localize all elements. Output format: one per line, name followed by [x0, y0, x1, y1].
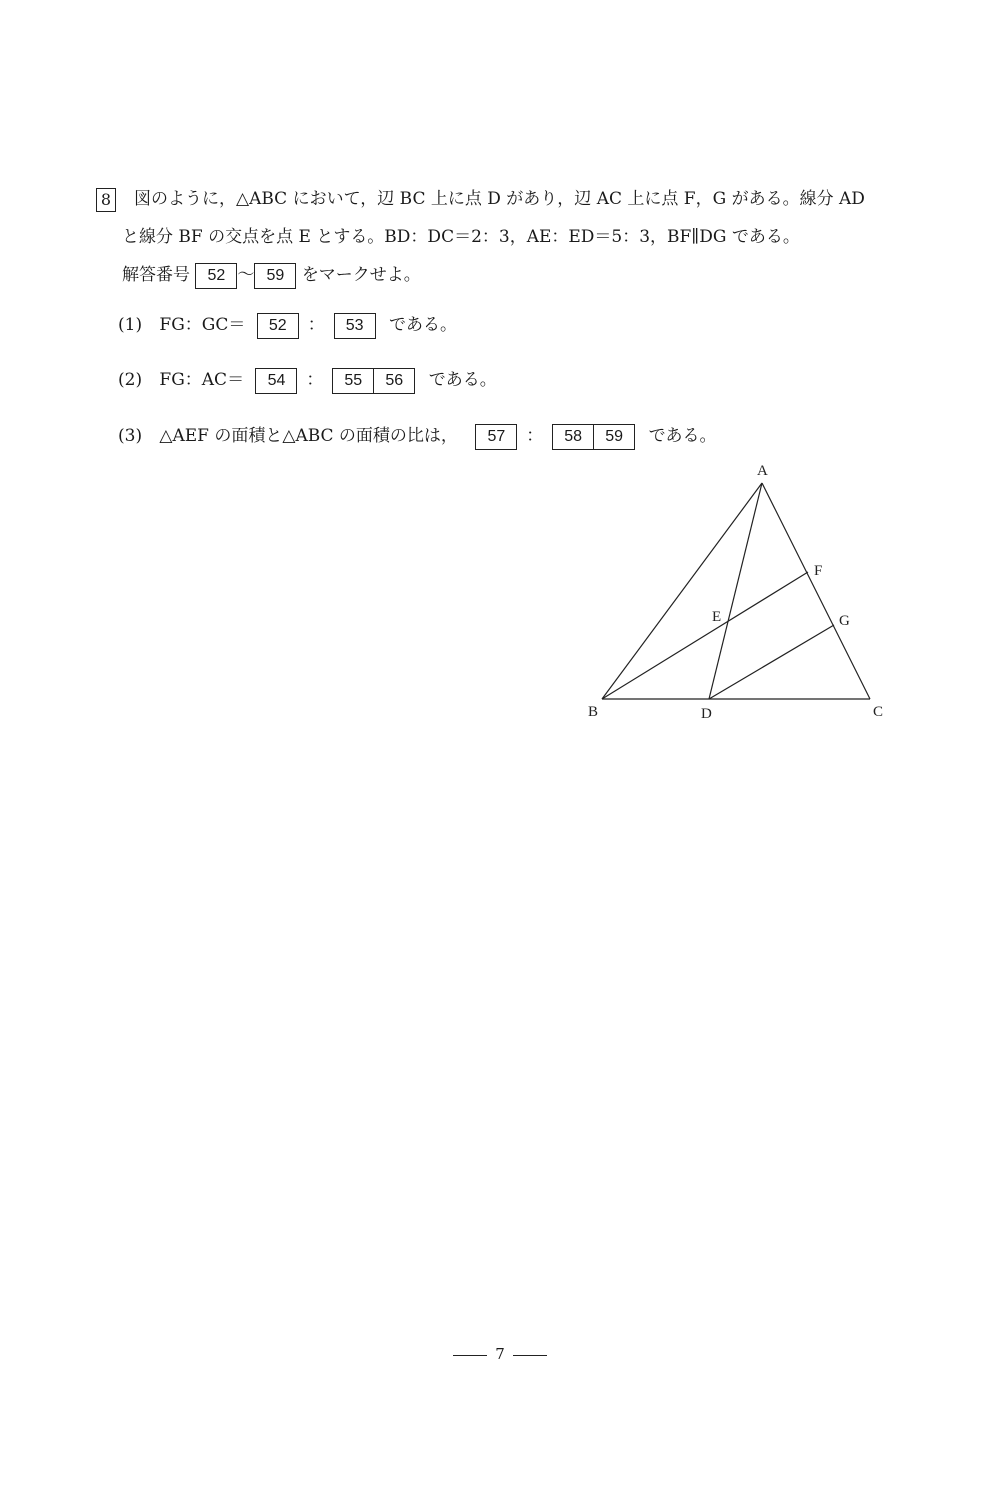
label-c: C	[873, 704, 884, 720]
page-number: 7	[495, 1345, 505, 1363]
instruction-tilde: ～	[237, 265, 255, 285]
question-suffix: である。	[389, 315, 457, 335]
answer-box-54: 54	[255, 368, 297, 394]
answer-box-56: 56	[373, 369, 414, 393]
problem-line-2	[96, 218, 911, 256]
ratio-colon: ：	[526, 426, 544, 446]
instruction-suffix: をマークせよ。	[301, 265, 421, 285]
triangle-figure	[580, 455, 900, 730]
label-g: G	[839, 613, 850, 629]
segment-bf	[602, 572, 808, 699]
answer-box-from: 52	[195, 263, 237, 289]
problem-text-line-1: 図のように，△ABC において，辺 BC 上に点 D があり，辺 AC 上に点 F，G がある。線分 AD	[134, 189, 865, 209]
footer-dash-left	[453, 1355, 487, 1356]
segment-ad	[709, 483, 762, 699]
answer-box-55: 55	[344, 371, 363, 389]
label-d: D	[701, 706, 712, 722]
question-text: FG：AC＝	[159, 370, 245, 390]
answer-box-52: 52	[257, 313, 299, 339]
question-number: (2)	[118, 370, 143, 390]
answer-box-57: 57	[475, 424, 517, 450]
answer-box-pair-55-56	[332, 368, 415, 394]
label-e: E	[712, 609, 722, 625]
question-2	[118, 365, 497, 394]
problem-text-line-2: と線分 BF の交点を点 E とする。BD：DC＝2：3，AE：ED＝5：3，BF∥DG である。	[122, 227, 800, 247]
problem-number: 8	[96, 188, 116, 212]
question-1	[118, 310, 457, 339]
question-text: △AEF の面積と△ABC の面積の比は，	[159, 426, 458, 446]
question-text: FG：GC＝	[159, 315, 246, 335]
answer-box-53: 53	[334, 313, 376, 339]
answer-box-pair-58-59	[552, 424, 635, 450]
problem-statement	[96, 180, 911, 294]
question-number: (3)	[118, 426, 143, 446]
answer-box-59: 59	[593, 425, 634, 449]
answer-instruction	[96, 256, 911, 294]
question-number: (1)	[118, 315, 143, 335]
label-b: B	[588, 704, 599, 720]
footer-dash-right	[513, 1355, 547, 1356]
question-3	[118, 421, 717, 450]
side-ab	[602, 483, 762, 699]
segment-dg	[709, 625, 834, 699]
answer-box-to: 59	[254, 263, 296, 289]
page-footer	[0, 1345, 1000, 1363]
ratio-colon: ：	[306, 370, 324, 390]
answer-box-58: 58	[564, 427, 583, 445]
label-a: A	[757, 463, 768, 479]
problem-line-1	[96, 180, 911, 218]
ratio-colon: ：	[307, 315, 325, 335]
label-f: F	[814, 563, 823, 579]
instruction-prefix: 解答番号	[122, 265, 190, 285]
question-suffix: である。	[428, 370, 497, 390]
question-suffix: である。	[648, 426, 717, 446]
